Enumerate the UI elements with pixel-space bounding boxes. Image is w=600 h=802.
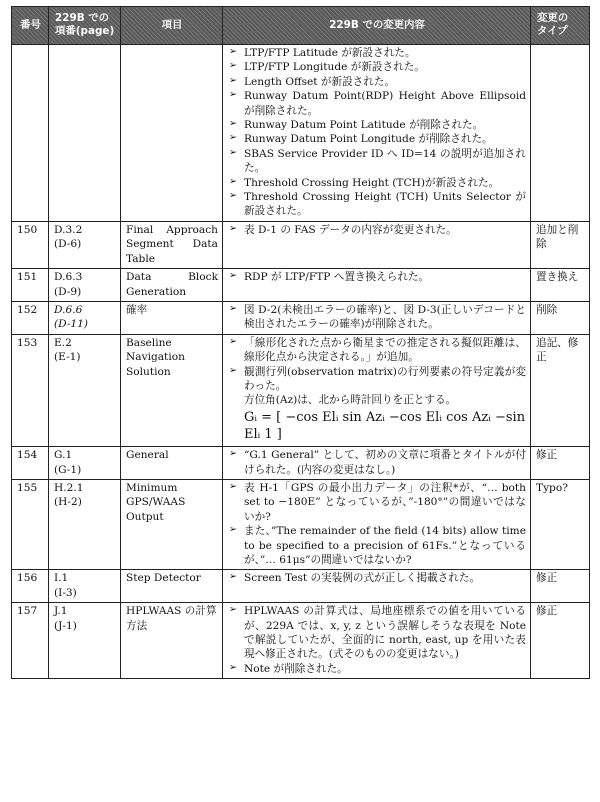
cell-no: 151: [12, 269, 49, 302]
change-item: ➢ LTP/FTP Longitude が新設された。: [228, 60, 526, 74]
header-row: [12, 7, 590, 45]
section-number: J.1: [54, 605, 68, 618]
change-item: ➢ Runway Datum Point(RDP) Height Above Ellipsoid が削除された。: [228, 89, 526, 118]
change-item: ➢ Runway Datum Point Latitude が削除された。: [228, 118, 526, 132]
cell-section: [49, 570, 121, 603]
change-item: ➢ HPLWAAS の計算式は、局地座標系での値を用いているが、229A では、x, y, z という誤解しそうな表現を Note で解説していたが、全面的に north, east, up を用いた表現へ修正された。(式そのものの変更はない。): [228, 604, 526, 662]
table-row: [12, 603, 590, 679]
cell-section: [49, 603, 121, 679]
cell-type: 置き換え: [531, 269, 590, 302]
page-ref: (D-6): [54, 238, 82, 251]
cell-type: 修正: [531, 603, 590, 679]
page-ref: (H-2): [54, 496, 82, 509]
cell-type: Typo?: [531, 479, 590, 569]
cell-type: 修正: [531, 570, 590, 603]
cell-changes: [223, 221, 531, 268]
table-row: [12, 447, 590, 480]
cell-section: [49, 221, 121, 268]
header-section-text: 229B での 項番(page): [55, 12, 115, 37]
header-type: [531, 7, 590, 45]
change-item: ➢ 観測行列(observation matrix)の行列要素の符号定義が変わった。: [228, 365, 526, 394]
cell-item: General: [121, 447, 223, 480]
cell-no: 155: [12, 479, 49, 569]
cell-changes: [223, 45, 531, 222]
change-item: ➢ “G.1 General” として、初めの文章に項番とタイトルが付けられた。(内容の変更はなし。): [228, 448, 526, 477]
cell-changes: [223, 269, 531, 302]
table-row-continuation: [12, 45, 590, 222]
cell-no: 153: [12, 334, 49, 446]
cell-section: [49, 479, 121, 569]
header-item: 項目: [121, 7, 223, 45]
cell-changes: [223, 447, 531, 480]
cell-changes: [223, 603, 531, 679]
cell-item: HPLWAAS の計算方法: [121, 603, 223, 679]
page-ref: (G-1): [54, 463, 82, 476]
section-number: H.2.1: [54, 481, 84, 494]
header-no: 番号: [12, 7, 49, 45]
table-row: [12, 269, 590, 302]
cell-changes: [223, 570, 531, 603]
change-item: ➢ また、”The remainder of the field (14 bits) allow time to be specified to a precision of 61Fs.”となっているが、”… 61μs”の間違いではないか?: [228, 524, 526, 567]
section-number: E.2: [54, 336, 72, 349]
cell-item: [121, 45, 223, 222]
table-row: [12, 334, 590, 446]
cell-type: 削除: [531, 301, 590, 334]
table-row: [12, 221, 590, 268]
change-note: 方位角(Az)は、北から時計回りを正とする。: [244, 394, 457, 407]
page-ref: (J-1): [54, 619, 77, 632]
header-type-text: 変更の タイプ: [537, 12, 569, 37]
section-number: D.3.2: [54, 223, 83, 236]
change-table: [11, 6, 590, 679]
cell-item: Data Block Generation: [121, 269, 223, 302]
cell-type: 修正: [531, 447, 590, 480]
cell-no: 157: [12, 603, 49, 679]
cell-section: [49, 269, 121, 302]
table-row: [12, 479, 590, 569]
cell-section: [49, 447, 121, 480]
change-item: ➢ LTP/FTP Latitude が新設された。: [228, 46, 526, 60]
cell-no: [12, 45, 49, 222]
cell-changes: [223, 334, 531, 446]
cell-no: 154: [12, 447, 49, 480]
header-section: [49, 7, 121, 45]
table-row: [12, 570, 590, 603]
section-number: G.1: [54, 449, 73, 462]
cell-no: 156: [12, 570, 49, 603]
cell-section: [49, 301, 121, 334]
page-ref: (E-1): [54, 351, 81, 364]
page-ref: (D-9): [54, 285, 82, 298]
observation-matrix-formula: Gᵢ = [ −cos Elᵢ sin Azᵢ −cos Elᵢ cos Azᵢ −sin Elᵢ 1 ]: [244, 409, 526, 443]
page-ref: (D-11): [54, 318, 89, 331]
cell-no: 150: [12, 221, 49, 268]
change-item: ➢ Threshold Crossing Height (TCH) Units Selector が新設された。: [228, 190, 526, 219]
change-item: ➢ Runway Datum Point Longitude が削除された。: [228, 132, 526, 146]
section-number: D.6.6: [54, 303, 83, 316]
change-item: ➢ 図 D-2(未検出エラーの確率)と、図 D-3(正しいデコードと検出されたエラーの確率)が削除された。: [228, 303, 526, 332]
cell-item: Final Approach Segment Data Table: [121, 221, 223, 268]
change-item: ➢ 表 D-1 の FAS データの内容が変更された。: [228, 223, 526, 237]
change-item: ➢ Length Offset が新設された。: [228, 75, 526, 89]
cell-item: 確率: [121, 301, 223, 334]
cell-changes: [223, 479, 531, 569]
cell-item: Baseline Navigation Solution: [121, 334, 223, 446]
change-item: ➢ 「線形化された点から衛星までの推定される擬似距離は、線形化点から決定される。」が追加。: [228, 336, 526, 365]
change-item: ➢ Threshold Crossing Height (TCH)が新設された。: [228, 176, 526, 190]
section-number: D.6.3: [54, 271, 83, 284]
cell-section: [49, 45, 121, 222]
cell-no: 152: [12, 301, 49, 334]
cell-type: 追記、修正: [531, 334, 590, 446]
section-number: I.1: [54, 572, 69, 585]
change-item: ➢ SBAS Service Provider ID へ ID=14 の説明が追加された。: [228, 147, 526, 176]
page-ref: (I-3): [54, 586, 77, 599]
change-item: ➢ RDP が LTP/FTP へ置き換えられた。: [228, 270, 526, 284]
change-item: ➢ Note が削除された。: [228, 662, 526, 676]
cell-section: [49, 334, 121, 446]
cell-type: 追加と削除: [531, 221, 590, 268]
header-changes: 229B での変更内容: [223, 7, 531, 45]
cell-type: [531, 45, 590, 222]
change-item: ➢ Screen Test の実装例の式が正しく掲載された。: [228, 571, 526, 585]
cell-changes: [223, 301, 531, 334]
cell-item: Minimum GPS/WAAS Output: [121, 479, 223, 569]
change-item: ➢ 表 H-1「GPS の最小出力データ」の注釈*が、“… both set to −180E” となっているが、”-180°”の間違いではないか?: [228, 481, 526, 524]
table-row: [12, 301, 590, 334]
cell-item: Step Detector: [121, 570, 223, 603]
